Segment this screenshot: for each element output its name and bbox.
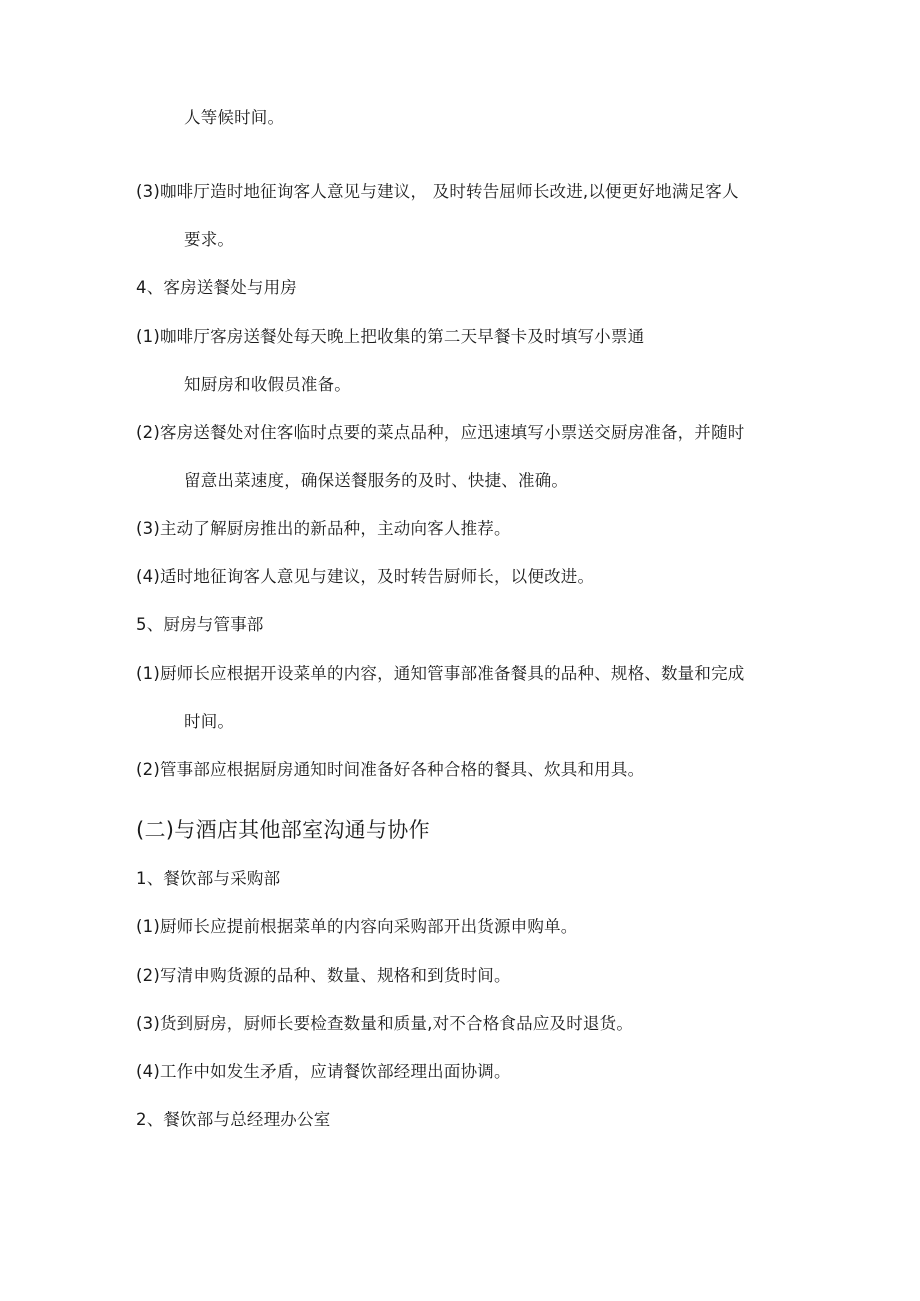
list-item: (3)咖啡厅造时地征询客人意见与建议， 及时转告屈师长改进,以便更好地满足客人	[136, 182, 739, 201]
list-item: (1)厨师长应提前根据菜单的内容向采购部开出货源申购单。	[136, 917, 578, 936]
paragraph-continuation: 时间。	[184, 712, 235, 731]
paragraph-continuation: 要求。	[184, 230, 235, 249]
paragraph-continuation: 知厨房和收假员准备。	[184, 375, 351, 394]
section-heading: 5、厨房与管事部	[136, 615, 264, 634]
list-item: (2)客房送餐处对住客临时点要的菜点品种，应迅速填写小票送交厨房准备，并随时	[136, 423, 745, 442]
list-item: (3)货到厨房，厨师长要检查数量和质量,对不合格食品应及时退货。	[136, 1014, 634, 1033]
section-heading: 2、餐饮部与总经理办公室	[136, 1110, 331, 1129]
chapter-heading: (二)与酒店其他部室沟通与协作	[136, 818, 430, 842]
paragraph-continuation: 人等候时间。	[184, 108, 285, 127]
list-item: (4)适时地征询客人意见与建议，及时转告厨师长，以便改进。	[136, 567, 595, 586]
paragraph-continuation: 留意出菜速度，确保送餐服务的及时、快捷、准确。	[184, 471, 569, 490]
list-item: (3)主动了解厨房推出的新品种，主动向客人推荐。	[136, 519, 511, 538]
list-item: (4)工作中如发生矛盾，应请餐饮部经理出面协调。	[136, 1062, 511, 1081]
section-heading: 4、客房送餐处与用房	[136, 278, 297, 297]
list-item: (1)咖啡厅客房送餐处每天晚上把收集的第二天早餐卡及时填写小票通	[136, 327, 645, 346]
list-item: (1)厨师长应根据开设菜单的内容，通知管事部准备餐具的品种、规格、数量和完成	[136, 664, 745, 683]
list-item: (2)写清申购货源的品种、数量、规格和到货时间。	[136, 966, 511, 985]
section-heading: 1、餐饮部与采购部	[136, 869, 281, 888]
list-item: (2)管事部应根据厨房通知时间准备好各种合格的餐具、炊具和用具。	[136, 760, 645, 779]
